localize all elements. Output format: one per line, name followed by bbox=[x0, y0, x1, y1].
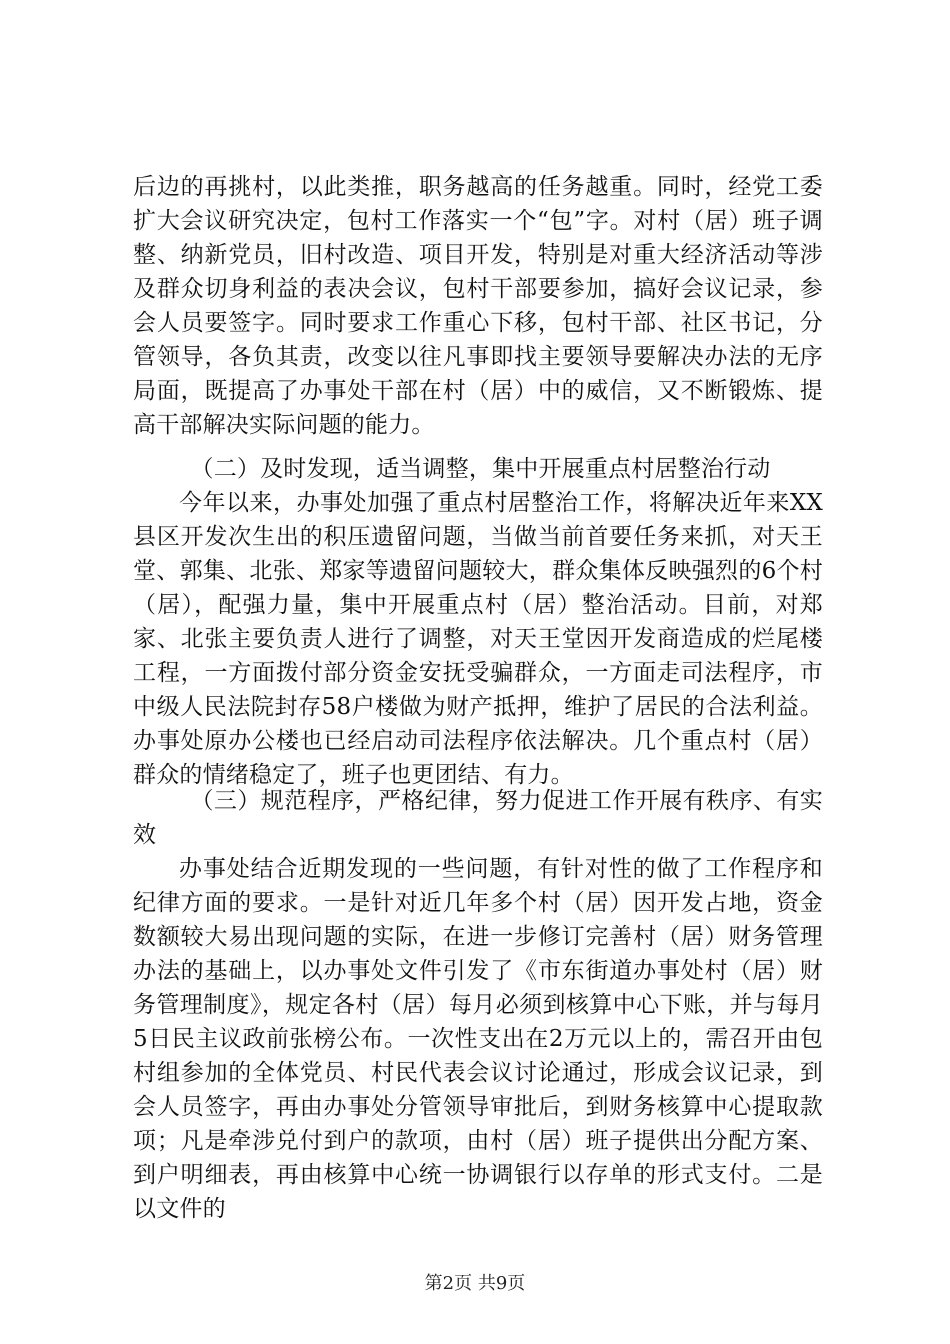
paragraph-procedure-discipline: 办事处结合近期发现的一些问题，有针对性的做了工作程序和纪律方面的要求。一是针对近几年多个村（居）因开发占地，资金数额较大易出现问题的实际，在进一步修订完善村（居）财务管理办法的基础上，以办事处文件引发了《市东街道办事处村（居）财务管理制度》，规定各村（居）每月必须到核算中心下账，并与每月5日民主议政前张榜公布。一次性支出在2万元以上的，需召开由包村组参加的全体党员、村民代表会议讨论通过，形成会议记录，到会人员签字，再由办事处分管领导审批后，到财务核算中心提取款项；凡是牵涉兑付到户的款项，由村（居）班子提供出分配方案、到户明细表，再由核算中心统一协调银行以存单的形式支付。二是以文件的 bbox=[133, 856, 823, 1222]
section-heading-2: （二）及时发现，适当调整，集中开展重点村居整治行动 bbox=[190, 456, 771, 482]
page-footer: 第2页 共9页 bbox=[424, 1273, 526, 1294]
paragraph-village-rectification: 今年以来，办事处加强了重点村居整治工作，将解决近年来XX县区开发次生出的积压遗留问题，当做当前首要任务来抓，对天王堂、郭集、北张、郑家等遗留问题较大，群众集体反映强烈的6个村（居），配强力量，集中开展重点村（居）整治活动。目前，对郑家、北张主要负责人进行了调整，对天王堂因开发商造成的烂尾楼工程，一方面拨付部分资金安抚受骗群众，一方面走司法程序，市中级人民法院封存58户楼做为财产抵押，维护了居民的合法利益。办事处原办公楼也已经启动司法程序依法解决。几个重点村（居）群众的情绪稳定了，班子也更团结、有力。 bbox=[133, 490, 823, 788]
paragraph-leadership-duties: 后边的再挑村，以此类推，职务越高的任务越重。同时，经党工委扩大会议研究决定，包村工作落实一个“包”字。对村（居）班子调整、纳新党员，旧村改造、项目开发，特别是对重大经济活动等涉及群众切身利益的表决会议，包村干部要参加，搞好会议记录，参会人员要签字。同时要求工作重心下移，包村干部、社区书记，分管领导，各负其责，改变以往凡事即找主要领导要解决办法的无序局面，既提高了办事处干部在村（居）中的威信，又不断锻炼、提高干部解决实际问题的能力。 bbox=[133, 174, 823, 438]
section-heading-3: （三）规范程序，严格纪律，努力促进工作开展有秩序、有实效 bbox=[133, 788, 823, 848]
